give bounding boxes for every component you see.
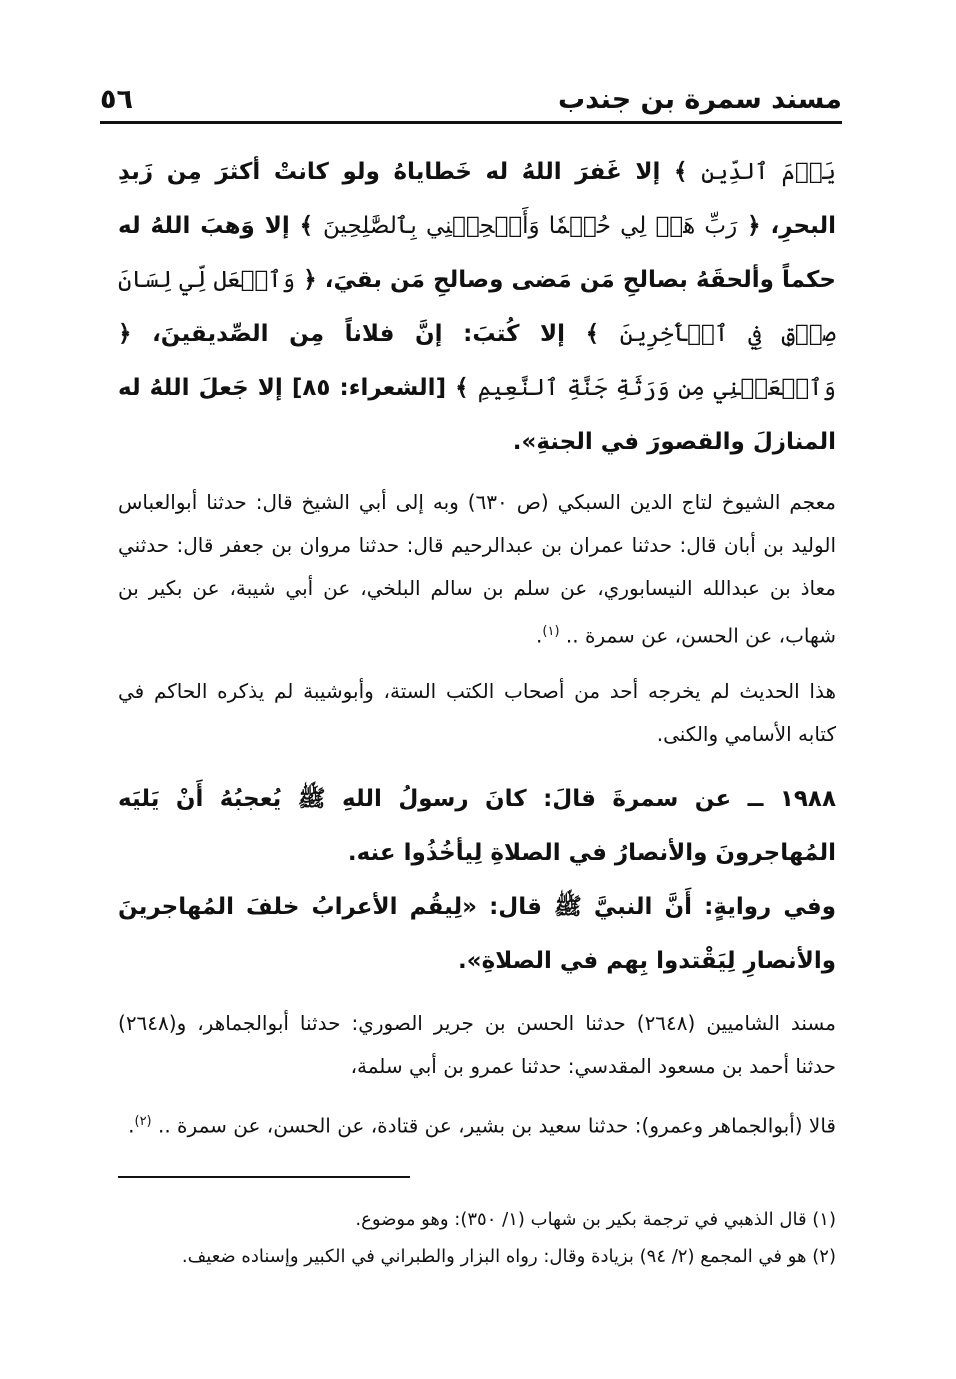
hadith-text: ﴾ إلا كُتبَ: إنَّ فلاناً مِن الصِّديقينَ، ﴿: [118, 321, 620, 347]
source-paragraph-2: مسند الشاميين (٢٦٤٨) حدثنا الحسن بن جرير الصوري: حدثنا أبوالجماهر، و(٢٦٤٨) حدثنا أحمد بن مسعود المقدسي: حدثنا عمرو بن أبي سلمة،: [118, 1010, 836, 1078]
quran-verse: وَٱجۡعَل لِّي لِسَانَ صِدۡقٖ فِي ٱلۡأٓخِرِينَ: [118, 267, 837, 347]
hadith-continuation-paragraph: [118, 145, 836, 469]
footnote-1: (١) قال الذهبي في ترجمة بكير بن شهاب (١/ ٣٥٠): وهو موضوع.: [355, 1209, 836, 1230]
quran-verse: رَبِّ هَبۡ لِي حُكۡمٗا وَأَلۡحِقۡنِي بِٱلصَّٰلِحِينَ: [323, 213, 738, 239]
footnote-separator: [118, 1176, 410, 1178]
hadith-text: ﴾ إلا وَهبَ اللهُ له حكماً وألحقَهُ بصالحِ مَن مَضى وصالحِ مَن بقيَ، ﴿: [118, 213, 836, 293]
quran-verse: يَوۡمَ ٱلدِّينِ: [701, 159, 836, 185]
source-paragraph: [118, 481, 836, 658]
narration-variant-paragraph: وفي روايةٍ: أَنَّ النبيَّ ﷺ قال: «لِيقُم الأعرابُ خلفَ المُهاجرينَ والأنصارِ لِيَقْتدوا بِهم في الصلاةِ».: [118, 893, 836, 974]
source-text: معجم الشيوخ لتاج الدين السبكي (ص ٦٣٠) وبه إلى أبي الشيخ قال: حدثنا أبوالعباس الوليد بن أبان قال: حدثنا عمران بن عبدالرحيم قال: حدثنا مروان بن جعفر قال: حدثني معاذ بن عبدالله النيسابوري، عن سلم بن سالم البلخي، عن أبي شيبة، عن بكير بن شهاب، عن الحسن، عن سمرة ..: [118, 490, 836, 648]
running-title: مسند سمرة بن جندب: [557, 84, 842, 115]
main-text: [118, 145, 836, 1147]
hadith-text: ﴾ إلا غَفرَ اللهُ له خَطاياهُ ولو كانتْ أكثرَ مِن زَبدِ البحرِ، ﴿: [118, 159, 836, 239]
hadith-1988-paragraph: ١٩٨٨ ــ عن سمرةَ قالَ: كانَ رسولُ اللهِ ﷺ يُعجبُهُ أَنْ يَليَه المُهاجرونَ والأنصارُ في الصلاةِ لِيأخُذُوا عنه.: [118, 785, 836, 866]
quran-verse: وَٱجۡعَلۡنِي مِن وَرَثَةِ جَنَّةِ ٱلنَّعِيمِ: [477, 375, 836, 401]
chain-text: قالا (أبوالجماهر وعمرو): حدثنا سعيد بن بشير، عن قتادة، عن الحسن، عن سمرة ..: [157, 1113, 836, 1138]
footnote-reference: (١): [542, 624, 560, 639]
page-header: [100, 82, 842, 124]
header-rule: [100, 121, 842, 124]
footnote-2: (٢) هو في المجمع (٢/ ٩٤) بزيادة وقال: رواه البزار والطبراني في الكبير وإسناده ضعيف.: [181, 1246, 836, 1267]
sentence-end: .: [536, 623, 543, 648]
commentary-paragraph: هذا الحديث لم يخرجه أحد من أصحاب الكتب الستة، وأبوشيبة لم يذكره الحاكم في كتابه الأسامي والكنى.: [118, 678, 836, 746]
footnote-reference: (٢): [134, 1113, 152, 1129]
hadith-text: ﴾ [الشعراء: ٨٥] إلا جَعلَ اللهُ له المنازلَ والقصورَ في الجنةِ».: [118, 375, 836, 455]
chain-paragraph: [118, 1100, 836, 1148]
footnotes-section: [118, 1176, 836, 1275]
page-number: ٥٦: [100, 84, 133, 115]
sentence-end: .: [128, 1113, 135, 1138]
